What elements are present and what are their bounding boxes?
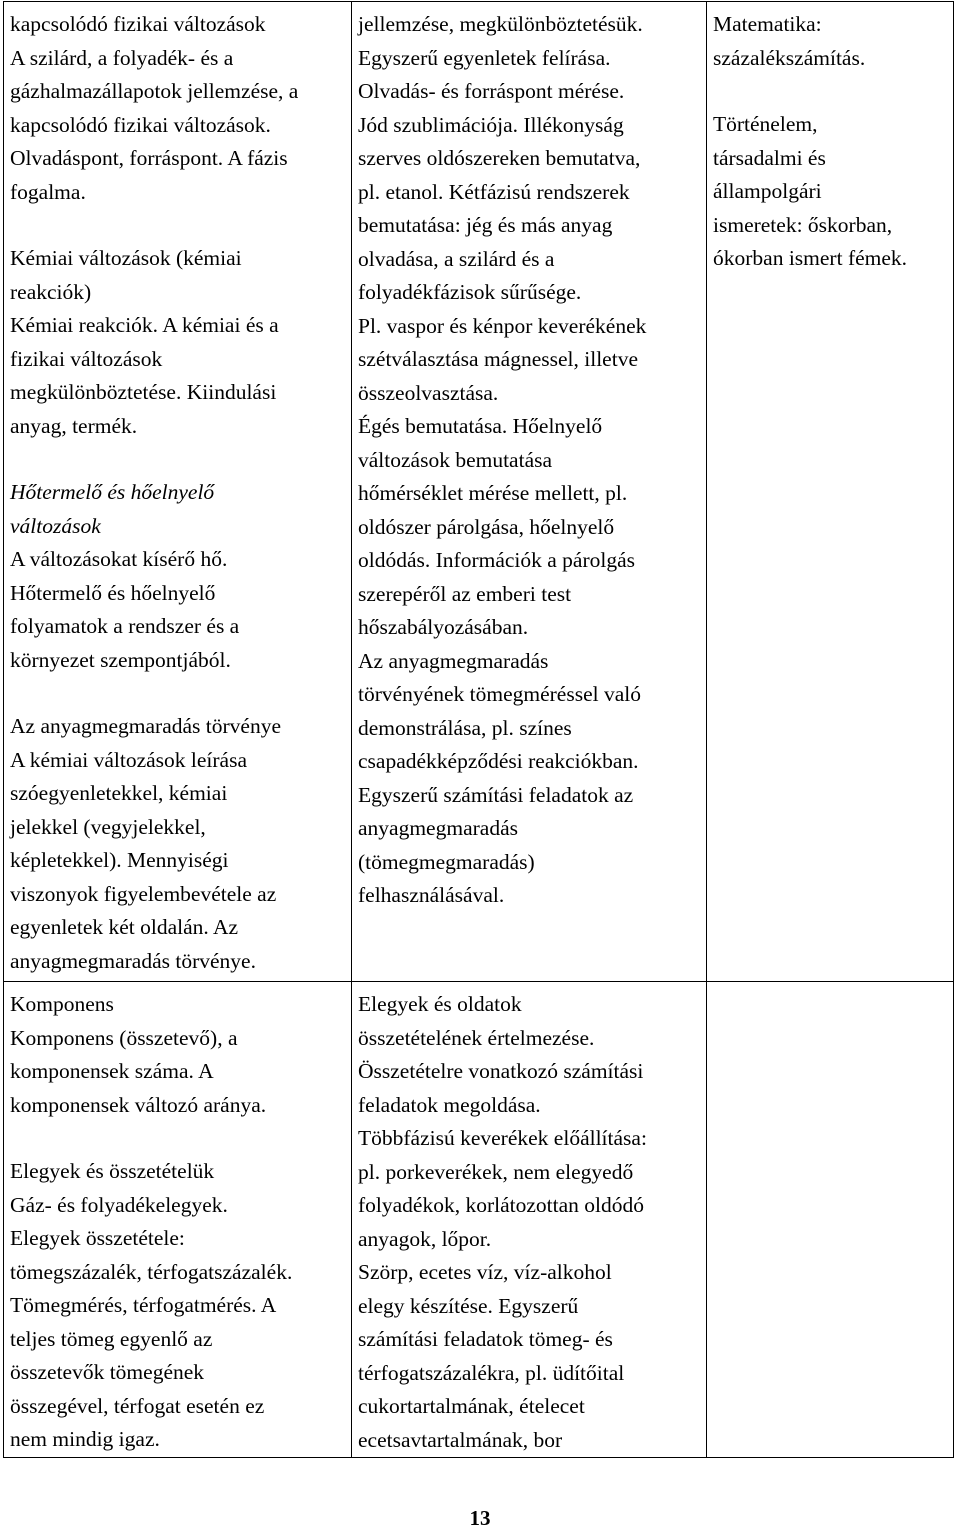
text-line: folyadékok, korlátozottan oldódó (358, 1193, 644, 1217)
text-line: felhasználásával. (358, 883, 505, 907)
text-line: folyadékfázisok sűrűsége. (358, 280, 582, 304)
text-line: Az anyagmegmaradás (358, 648, 549, 673)
text-line: anyagok, lőpor. (358, 1226, 492, 1251)
text-line: képletekkel). Mennyiségi (10, 848, 229, 872)
text-line: összetételének értelmezése. (358, 1025, 595, 1050)
text-line: Elegyek összetétele: (10, 1226, 185, 1250)
text-line: kapcsolódó fizikai változások (10, 12, 266, 36)
text-block (10, 543, 347, 677)
text-line: Történelem, (713, 112, 818, 136)
text-line: változások bemutatása (358, 447, 553, 472)
text-block (10, 988, 347, 1122)
text-line: számítási feladatok tömeg- és (358, 1327, 613, 1351)
text-line: bemutatása: jég és más anyag (358, 213, 613, 237)
activities-cell (352, 2, 707, 982)
page-number: 13 (469, 1506, 491, 1530)
text-line: demonstrálása, pl. színes (358, 715, 572, 740)
text-line: tömegszázalék, térfogatszázalék. (10, 1259, 293, 1284)
text-line: Többfázisú keverékek előállítása: (358, 1126, 647, 1150)
text-line: teljes tömeg egyenlő az (10, 1326, 213, 1351)
text-line: anyag, termék. (10, 413, 138, 438)
text-line: összetevők tömegének (10, 1360, 205, 1384)
topics-cell (4, 2, 352, 982)
text-line: cukortartalmának, ételecet (358, 1394, 585, 1418)
topics-cell (4, 982, 352, 1458)
text-line: folyamatok a rendszer és a (10, 614, 240, 638)
text-line: Egyszerű egyenletek felírása. (358, 45, 611, 70)
text-line: Matematika: (713, 12, 822, 36)
text-line: Komponens (10, 992, 114, 1016)
text-line: Pl. vaspor és kénpor keverékének (358, 313, 647, 338)
table-row (4, 2, 954, 982)
text-line: nem mindig igaz. (10, 1427, 160, 1451)
text-line: A szilárd, a folyadék- és a (10, 45, 234, 70)
text-line: százalékszámítás. (713, 45, 866, 70)
section-heading (10, 476, 347, 543)
text-block (10, 8, 347, 209)
text-block (713, 108, 949, 276)
text-line: törvényének tömegméréssel való (358, 682, 641, 706)
text-line: társadalmi és (713, 145, 826, 170)
text-line: komponensek száma. A (10, 1059, 214, 1083)
text-line: pl. etanol. Kétfázisú rendszerek (358, 179, 630, 204)
text-line: jelekkel (vegyjelekkel, (10, 814, 206, 839)
text-line: ismeretek: őskorban, (713, 212, 893, 237)
text-line: Olvadás- és forráspont mérése. (358, 79, 625, 103)
text-line: térfogatszázalékra, pl. üdítőital (358, 1360, 625, 1385)
text-line: A változásokat kísérő hő. (10, 547, 228, 571)
text-line: szerepéről az emberi test (358, 581, 572, 606)
text-line: környezet szempontjából. (10, 647, 231, 672)
text-block (358, 8, 702, 913)
text-line: összeolvasztása. (358, 380, 499, 405)
activities-cell (352, 982, 707, 1458)
text-line: fogalma. (10, 179, 86, 204)
text-line: Elegyek és összetételük (10, 1159, 215, 1183)
text-line: oldódás. Információk a párolgás (358, 548, 636, 572)
text-line: összegével, térfogat esetén ez (10, 1393, 265, 1418)
connections-cell (707, 982, 954, 1458)
text-line: Hőtermelő és hőelnyelő (10, 580, 216, 605)
table-row (4, 982, 954, 1458)
text-block (713, 8, 949, 75)
text-line: oldószer párolgása, hőelnyelő (358, 514, 615, 539)
connections-cell (707, 2, 954, 982)
text-line: Elegyek és oldatok (358, 992, 522, 1016)
text-line: anyagmegmaradás (358, 816, 518, 840)
text-line: anyagmegmaradás törvénye. (10, 948, 256, 973)
text-line: komponensek változó aránya. (10, 1092, 267, 1117)
text-line: hőszabályozásában. (358, 615, 529, 639)
text-line: Összetételre vonatkozó számítási (358, 1059, 644, 1083)
text-line: A kémiai változások leírása (10, 747, 248, 772)
text-line: jellemzése, megkülönböztetésük. (358, 12, 643, 36)
text-line: gázhalmazállapotok jellemzése, a (10, 79, 299, 103)
text-block (10, 242, 347, 443)
text-line: Olvadáspont, forráspont. A fázis (10, 146, 288, 170)
text-line: szétválasztása mágnessel, illetve (358, 347, 638, 371)
text-line: Kémiai változások (kémiai (10, 246, 242, 270)
text-line: megkülönböztetése. Kiindulási (10, 380, 277, 404)
text-line: hőmérséklet mérése mellett, pl. (358, 481, 628, 505)
text-line: Égés bemutatása. Hőelnyelő (358, 414, 603, 438)
text-line: szerves oldószereken bemutatva, (358, 146, 641, 170)
text-block (358, 988, 702, 1457)
text-line: Kémiai reakciók. A kémiai és a (10, 313, 279, 337)
text-line: feladatok megoldása. (358, 1092, 541, 1117)
text-line: ecetsavtartalmának, bor (358, 1427, 563, 1452)
text-line: Tömegmérés, térfogatmérés. A (10, 1293, 277, 1317)
text-line: szóegyenletekkel, kémiai (10, 781, 228, 805)
text-line: Szörp, ecetes víz, víz-alkohol (358, 1260, 612, 1284)
text-line: olvadása, a szilárd és a (358, 246, 555, 271)
text-line: Komponens (összetevő), a (10, 1025, 238, 1050)
text-line: (tömegmegmaradás) (358, 849, 535, 874)
text-line: állampolgári (713, 179, 822, 203)
text-line: csapadékképződési reakciókban. (358, 749, 639, 773)
text-block (10, 710, 347, 978)
text-line: ókorban ismert fémek. (713, 246, 908, 270)
text-line: Egyszerű számítási feladatok az (358, 782, 634, 807)
text-line: változások (10, 513, 101, 538)
text-line: reakciók) (10, 279, 92, 304)
text-line: fizikai változások (10, 346, 163, 371)
text-line: kapcsolódó fizikai változások. (10, 112, 271, 137)
text-line: elegy készítése. Egyszerű (358, 1293, 579, 1318)
text-line: Az anyagmegmaradás törvénye (10, 714, 282, 738)
text-line: Gáz- és folyadékelegyek. (10, 1192, 228, 1217)
text-line: viszonyok figyelembevétele az (10, 881, 277, 906)
text-line: Hőtermelő és hőelnyelő (10, 480, 215, 504)
text-line: egyenletek két oldalán. Az (10, 915, 239, 939)
text-line: pl. porkeverékek, nem elegyedő (358, 1159, 634, 1184)
curriculum-table (3, 1, 954, 1458)
text-block (10, 1155, 347, 1457)
text-line: Jód szublimációja. Illékonyság (358, 112, 624, 137)
